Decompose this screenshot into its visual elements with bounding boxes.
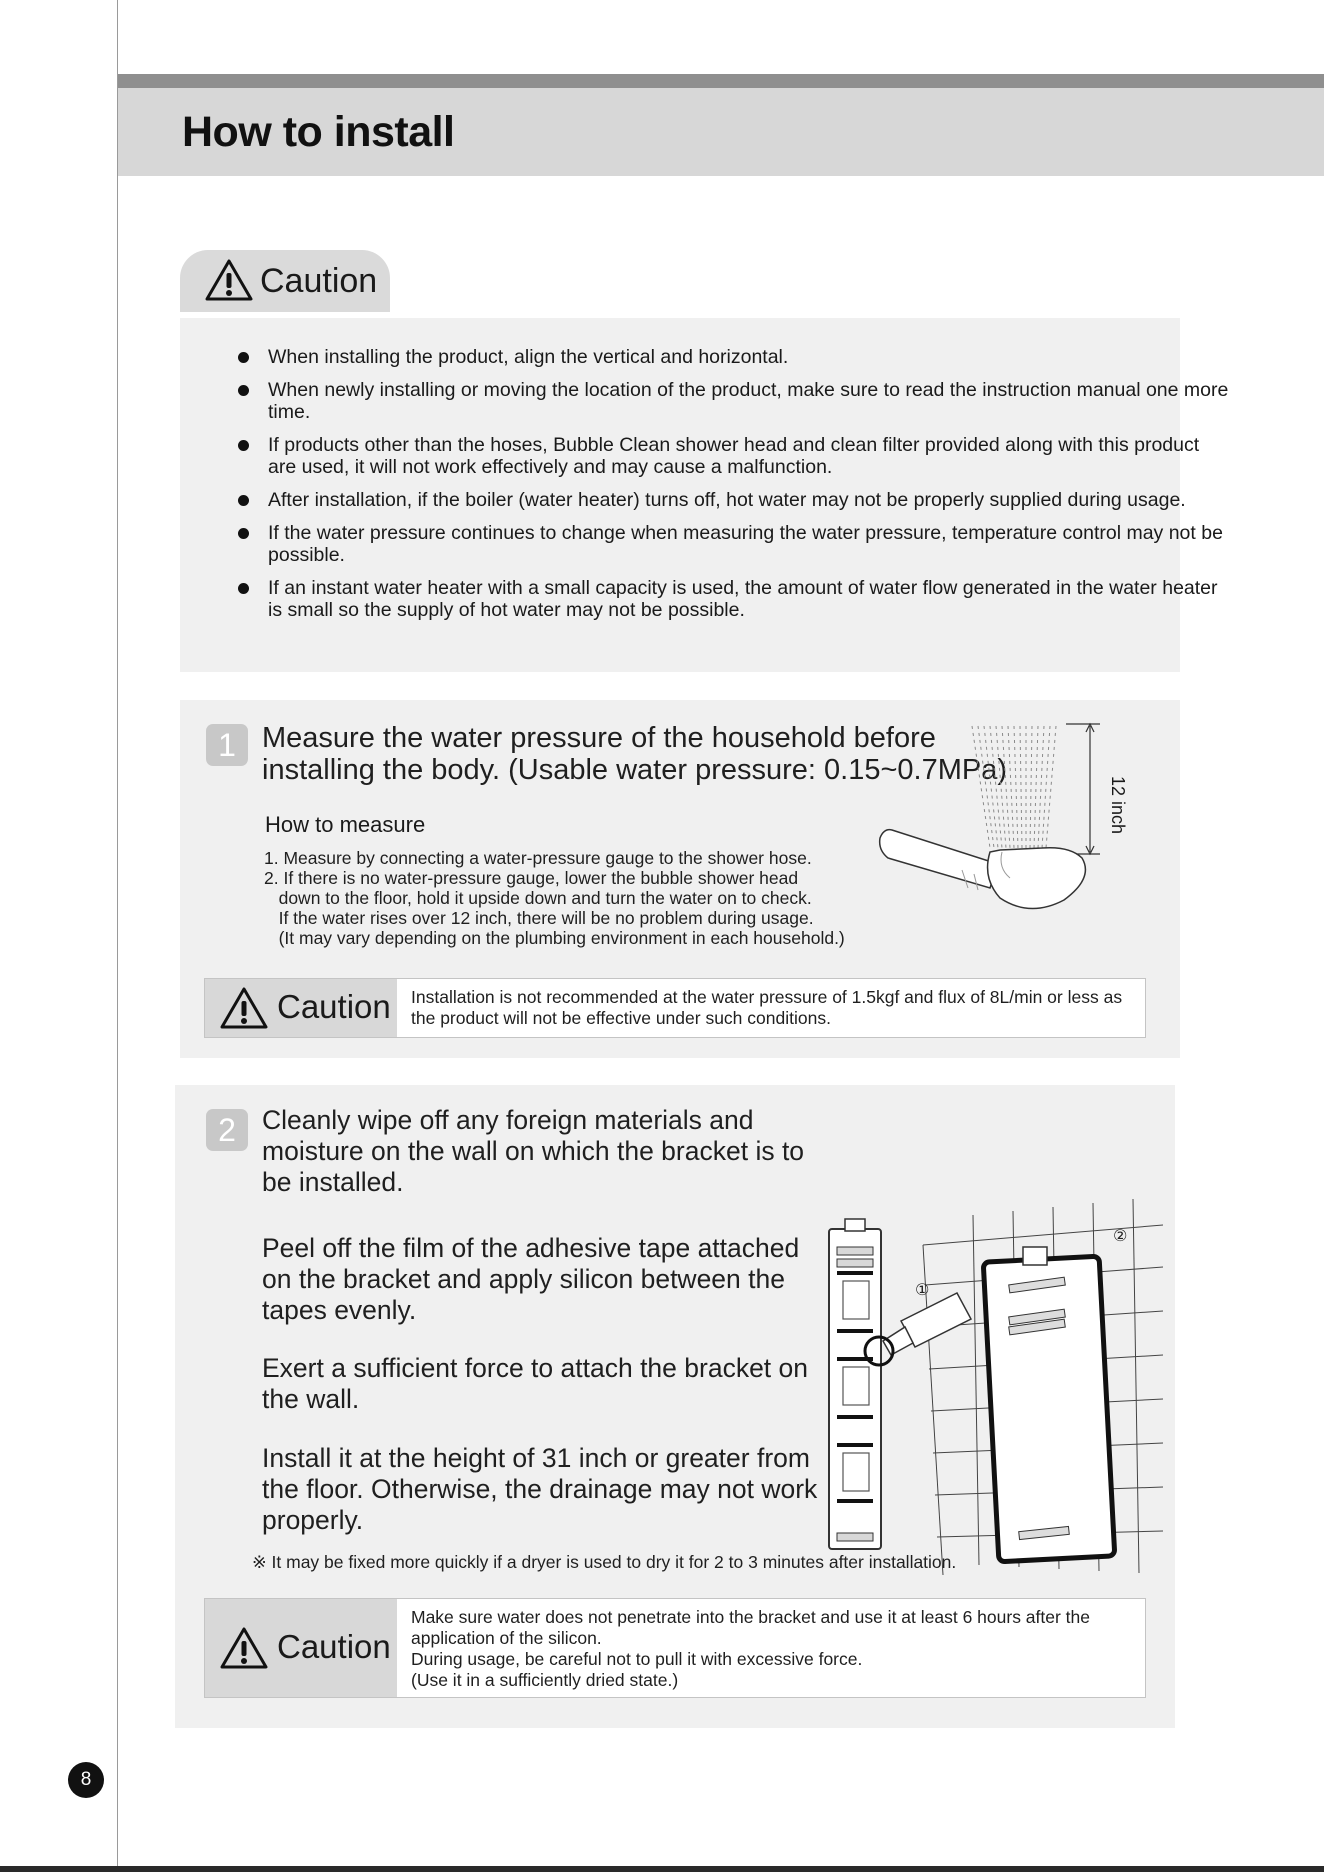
page-number: 8 bbox=[68, 1762, 104, 1798]
step1-heading-line1: Measure the water pressure of the household before bbox=[262, 722, 936, 754]
step2-paragraph: Peel off the film of the adhesive tape attached on the bracket and apply silicon between the tapes evenly. bbox=[262, 1233, 800, 1325]
caution-line: During usage, be careful not to pull it with excessive force. bbox=[411, 1649, 863, 1669]
caution-item: After installation, if the boiler (water heater) turns off, hot water may not be properly supplied during usage. bbox=[232, 489, 1232, 511]
caution-list bbox=[232, 346, 1232, 632]
title-bar-accent bbox=[118, 74, 1324, 88]
step2-badge: 2 bbox=[206, 1109, 248, 1151]
step2-note: ※ It may be fixed more quickly if a dryer is used to dry it for 2 to 3 minutes after installation. bbox=[252, 1552, 957, 1572]
callout-1: ① bbox=[915, 1280, 930, 1299]
step2-paragraph: Cleanly wipe off any foreign materials and moisture on the wall on which the bracket is to be installed. bbox=[262, 1105, 805, 1197]
step2-caution-strip bbox=[204, 1598, 1146, 1698]
warning-triangle-icon bbox=[219, 1626, 269, 1670]
caution-item: When installing the product, align the vertical and horizontal. bbox=[232, 346, 1232, 368]
step2-paragraph: Exert a sufficient force to attach the bracket on the wall. bbox=[262, 1353, 809, 1414]
caution-item: When newly installing or moving the location of the product, make sure to read the instruction manual one more time. bbox=[232, 379, 1232, 423]
caution-tab bbox=[180, 250, 390, 312]
caution-item: If an instant water heater with a small capacity is used, the amount of water flow generated in the water heater is small so the supply of hot water may not be possible. bbox=[232, 577, 1232, 621]
caution-tab-label: Caution bbox=[260, 262, 378, 300]
figure-label: 12 inch bbox=[1108, 776, 1128, 835]
callout-2: ② bbox=[1113, 1226, 1128, 1245]
caution-strip-label-box bbox=[205, 1599, 397, 1697]
page-title: How to install bbox=[182, 108, 455, 156]
caution-strip-label: Caution bbox=[277, 988, 391, 1025]
caution-strip-label-box bbox=[205, 979, 397, 1037]
caution-panel bbox=[180, 318, 1229, 672]
step2-caution-text bbox=[411, 1607, 1131, 1691]
bottom-rule bbox=[0, 1866, 1324, 1872]
caution-line: Make sure water does not penetrate into the bracket and use it at least 6 hours after the application of the silicon. bbox=[411, 1607, 1091, 1648]
step2-paragraph: Install it at the height of 31 inch or greater from the floor. Otherwise, the drainage may not work properly. bbox=[262, 1443, 818, 1535]
caution-line: (Use it in a sufficiently dried state.) bbox=[411, 1670, 679, 1690]
step1-badge: 1 bbox=[206, 724, 248, 766]
step1-caution-text: Installation is not recommended at the water pressure of 1.5kgf and flux of 8L/min or less as the product will not be effective under such conditions. bbox=[411, 987, 1123, 1028]
caution-strip-label: Caution bbox=[277, 1628, 391, 1665]
step1-panel bbox=[180, 700, 1180, 1058]
caution-item: If products other than the hoses, Bubble Clean shower head and clean filter provided along with this product are used, it will not work effectively and may cause a malfunction. bbox=[232, 434, 1232, 478]
bracket-illustration bbox=[823, 1155, 1163, 1605]
step1-subheading: How to measure bbox=[265, 812, 426, 837]
step1-instructions: 1. Measure by connecting a water-pressure gauge to the shower hose. 2. If there is no water-pressure gauge, lower the bubble shower head down to the floor, hold it upside down and turn the water on to check. If the water rises over 12 inch, there will be no problem during usage. (It may vary depending on the plumbing environment in each household.) bbox=[264, 848, 845, 948]
margin-line bbox=[117, 0, 118, 1872]
caution-item: If the water pressure continues to change when measuring the water pressure, temperature control may not be possible. bbox=[232, 522, 1232, 566]
step1-caution-strip bbox=[204, 978, 1146, 1038]
step2-panel bbox=[175, 1085, 1175, 1728]
warning-triangle-icon bbox=[204, 258, 254, 302]
step1-heading-line2: installing the body. (Usable water pressure: 0.15~0.7MPa) bbox=[262, 754, 1007, 786]
warning-triangle-icon bbox=[219, 986, 269, 1030]
